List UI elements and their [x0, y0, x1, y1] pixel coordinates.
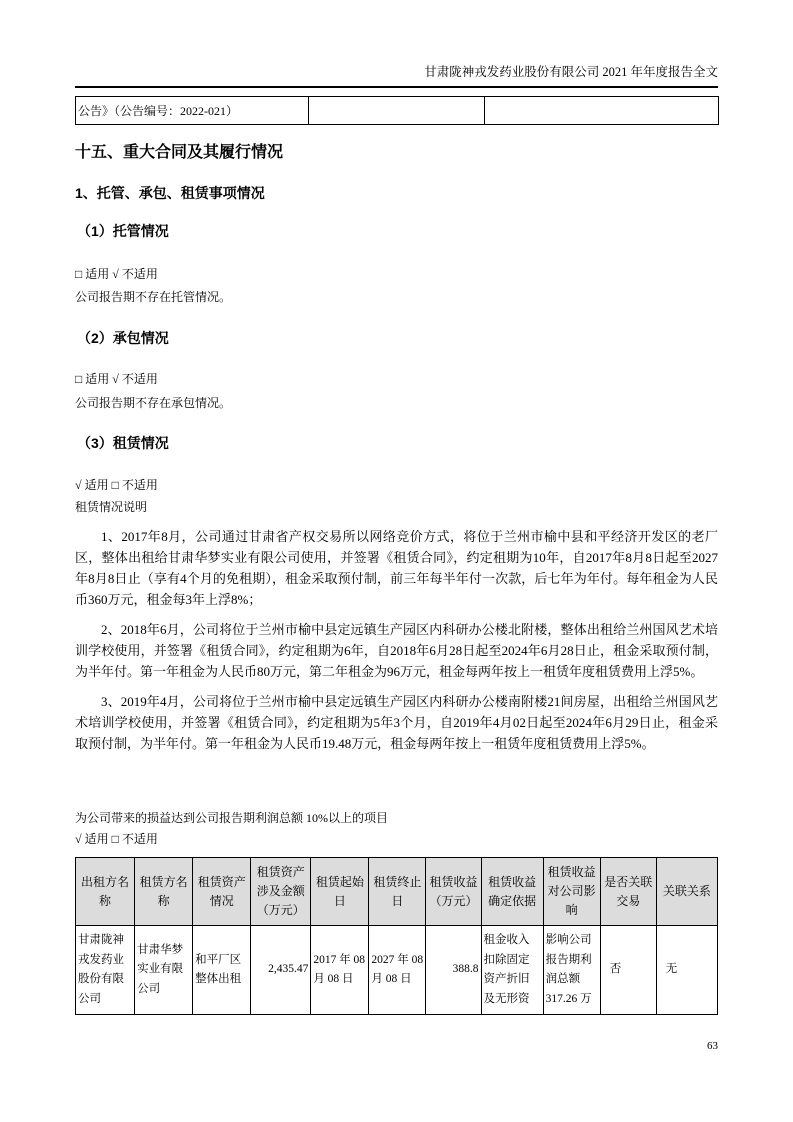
- contracting-note: 公司报告期不存在承包情况。: [75, 396, 232, 410]
- lease-table: [75, 857, 718, 1015]
- lease-table-cell-lessee: 甘肃华梦实业有限公司: [135, 926, 193, 1015]
- lease-table-header-cell: 是否关联交易: [600, 858, 656, 926]
- contracting-heading: （2）承包情况: [77, 330, 169, 346]
- lease-table-header-cell: 租赁资产涉及金额（万元）: [251, 858, 311, 926]
- contracting-applicable-line: □ 适用 √ 不适用: [75, 372, 158, 386]
- header-rule: [75, 86, 718, 88]
- lease-table-header-cell: 租赁终止日: [369, 858, 426, 926]
- lease-table-cell-impact: 影响公司报告期利润总额317.26 万: [543, 926, 600, 1015]
- lease-table-header-cell: 租赁收益（万元）: [426, 858, 481, 926]
- lease-table-cell-income: 388.8: [426, 926, 481, 1015]
- table-row: [76, 97, 719, 125]
- lease-table-cell-start-date: 2017 年 08 月 08 日: [311, 926, 369, 1015]
- custody-heading: （1）托管情况: [77, 223, 169, 239]
- lease-table-cell-asset: 和平厂区整体出租: [193, 926, 251, 1015]
- lease-table-header-cell: 租赁收益确定依据: [481, 858, 543, 926]
- profit-threshold-note: 为公司带来的损益达到公司报告期利润总额 10%以上的项目: [75, 811, 388, 825]
- lease-table-cell-end-date: 2027 年 08 月 08 日: [369, 926, 426, 1015]
- lease-table-header-cell: 出租方名称: [76, 858, 135, 926]
- announcement-cell-empty: [309, 97, 485, 125]
- leasing-heading: （3）租赁情况: [77, 435, 169, 451]
- lease-table-cell-related-trade: 否: [600, 926, 656, 1015]
- lease-paragraph-1: 1、2017年8月，公司通过甘肃省产权交易所以网络竞价方式，将位于兰州市榆中县和平经济开发区的老厂区，整体出租给甘肃华梦实业有限公司使用，并签署《租赁合同》，约定租期为10年，自2017年8月8日起至2027年8月8日止（享有4个月的免租期），租金采取预付制，前三年每半年付一次款，后七年为年付。每年租金为人民币360万元，租金每3年上浮8%；: [75, 529, 718, 607]
- section-heading-major: 十五、重大合同及其履行情况: [75, 144, 284, 161]
- lease-table-cell-amount: 2,435.47: [251, 926, 311, 1015]
- lease-table-cell-income-basis: 租金收入扣除固定资产折旧及无形资: [481, 926, 543, 1015]
- lease-table-header-cell: 租赁收益对公司影响: [543, 858, 600, 926]
- lease-table-header-row: [76, 858, 718, 926]
- lease-table-header-cell: 关联关系: [656, 858, 717, 926]
- lease-table-cell-relationship: 无: [656, 926, 717, 1015]
- section-heading-sub: 1、托管、承包、租赁事项情况: [75, 185, 265, 201]
- lease-table-header-cell: 租赁资产情况: [193, 858, 251, 926]
- lease-table-cell-lessor: 甘肃陇神戎发药业股份有限公司: [76, 926, 135, 1015]
- lease-table-header-cell: 租赁方名称: [135, 858, 193, 926]
- custody-applicable-line: □ 适用 √ 不适用: [75, 267, 158, 281]
- announcement-table: [75, 96, 719, 125]
- lease-table-header-cell: 租赁起始日: [311, 858, 369, 926]
- leasing-note: 租赁情况说明: [75, 500, 148, 514]
- profit-applicable-line: √ 适用 □ 不适用: [75, 832, 158, 846]
- lease-paragraph-3: 3、2019年4月，公司将位于兰州市榆中县定远镇生产园区内科研办公楼南附楼21间房屋，出租给兰州国风艺术培训学校使用，并签署《租赁合同》，约定租期为5年3个月，自2019年4月02日起至2024年6月29日止，租金采取预付制，为半年付。第一年租金为人民币19.48万元，租金每两年按上一租赁年度租赁费用上浮5%。: [75, 694, 718, 751]
- leasing-description: [75, 526, 718, 763]
- page-header-title: 甘肃陇神戎发药业股份有限公司 2021 年年度报告全文: [424, 65, 718, 79]
- leasing-applicable-line: √ 适用 □ 不适用: [75, 478, 158, 492]
- lease-table-data-row: [76, 926, 718, 1015]
- custody-note: 公司报告期不存在托管情况。: [75, 290, 232, 304]
- lease-paragraph-2: 2、2018年6月，公司将位于兰州市榆中县定远镇生产园区内科研办公楼北附楼，整体出租给兰州国风艺术培训学校使用，并签署《租赁合同》，约定租期为6年，自2018年6月28日起至2024年6月28日止，租金采取预付制，为半年付。第一年租金为人民币80万元，第二年租金为96万元，租金每两年按上一租赁年度租赁费用上浮5%。: [75, 622, 718, 679]
- announcement-cell-empty: [485, 97, 719, 125]
- announcement-cell: 公告》（公告编号：2022-021）: [76, 97, 309, 125]
- page-number: 63: [707, 1040, 718, 1052]
